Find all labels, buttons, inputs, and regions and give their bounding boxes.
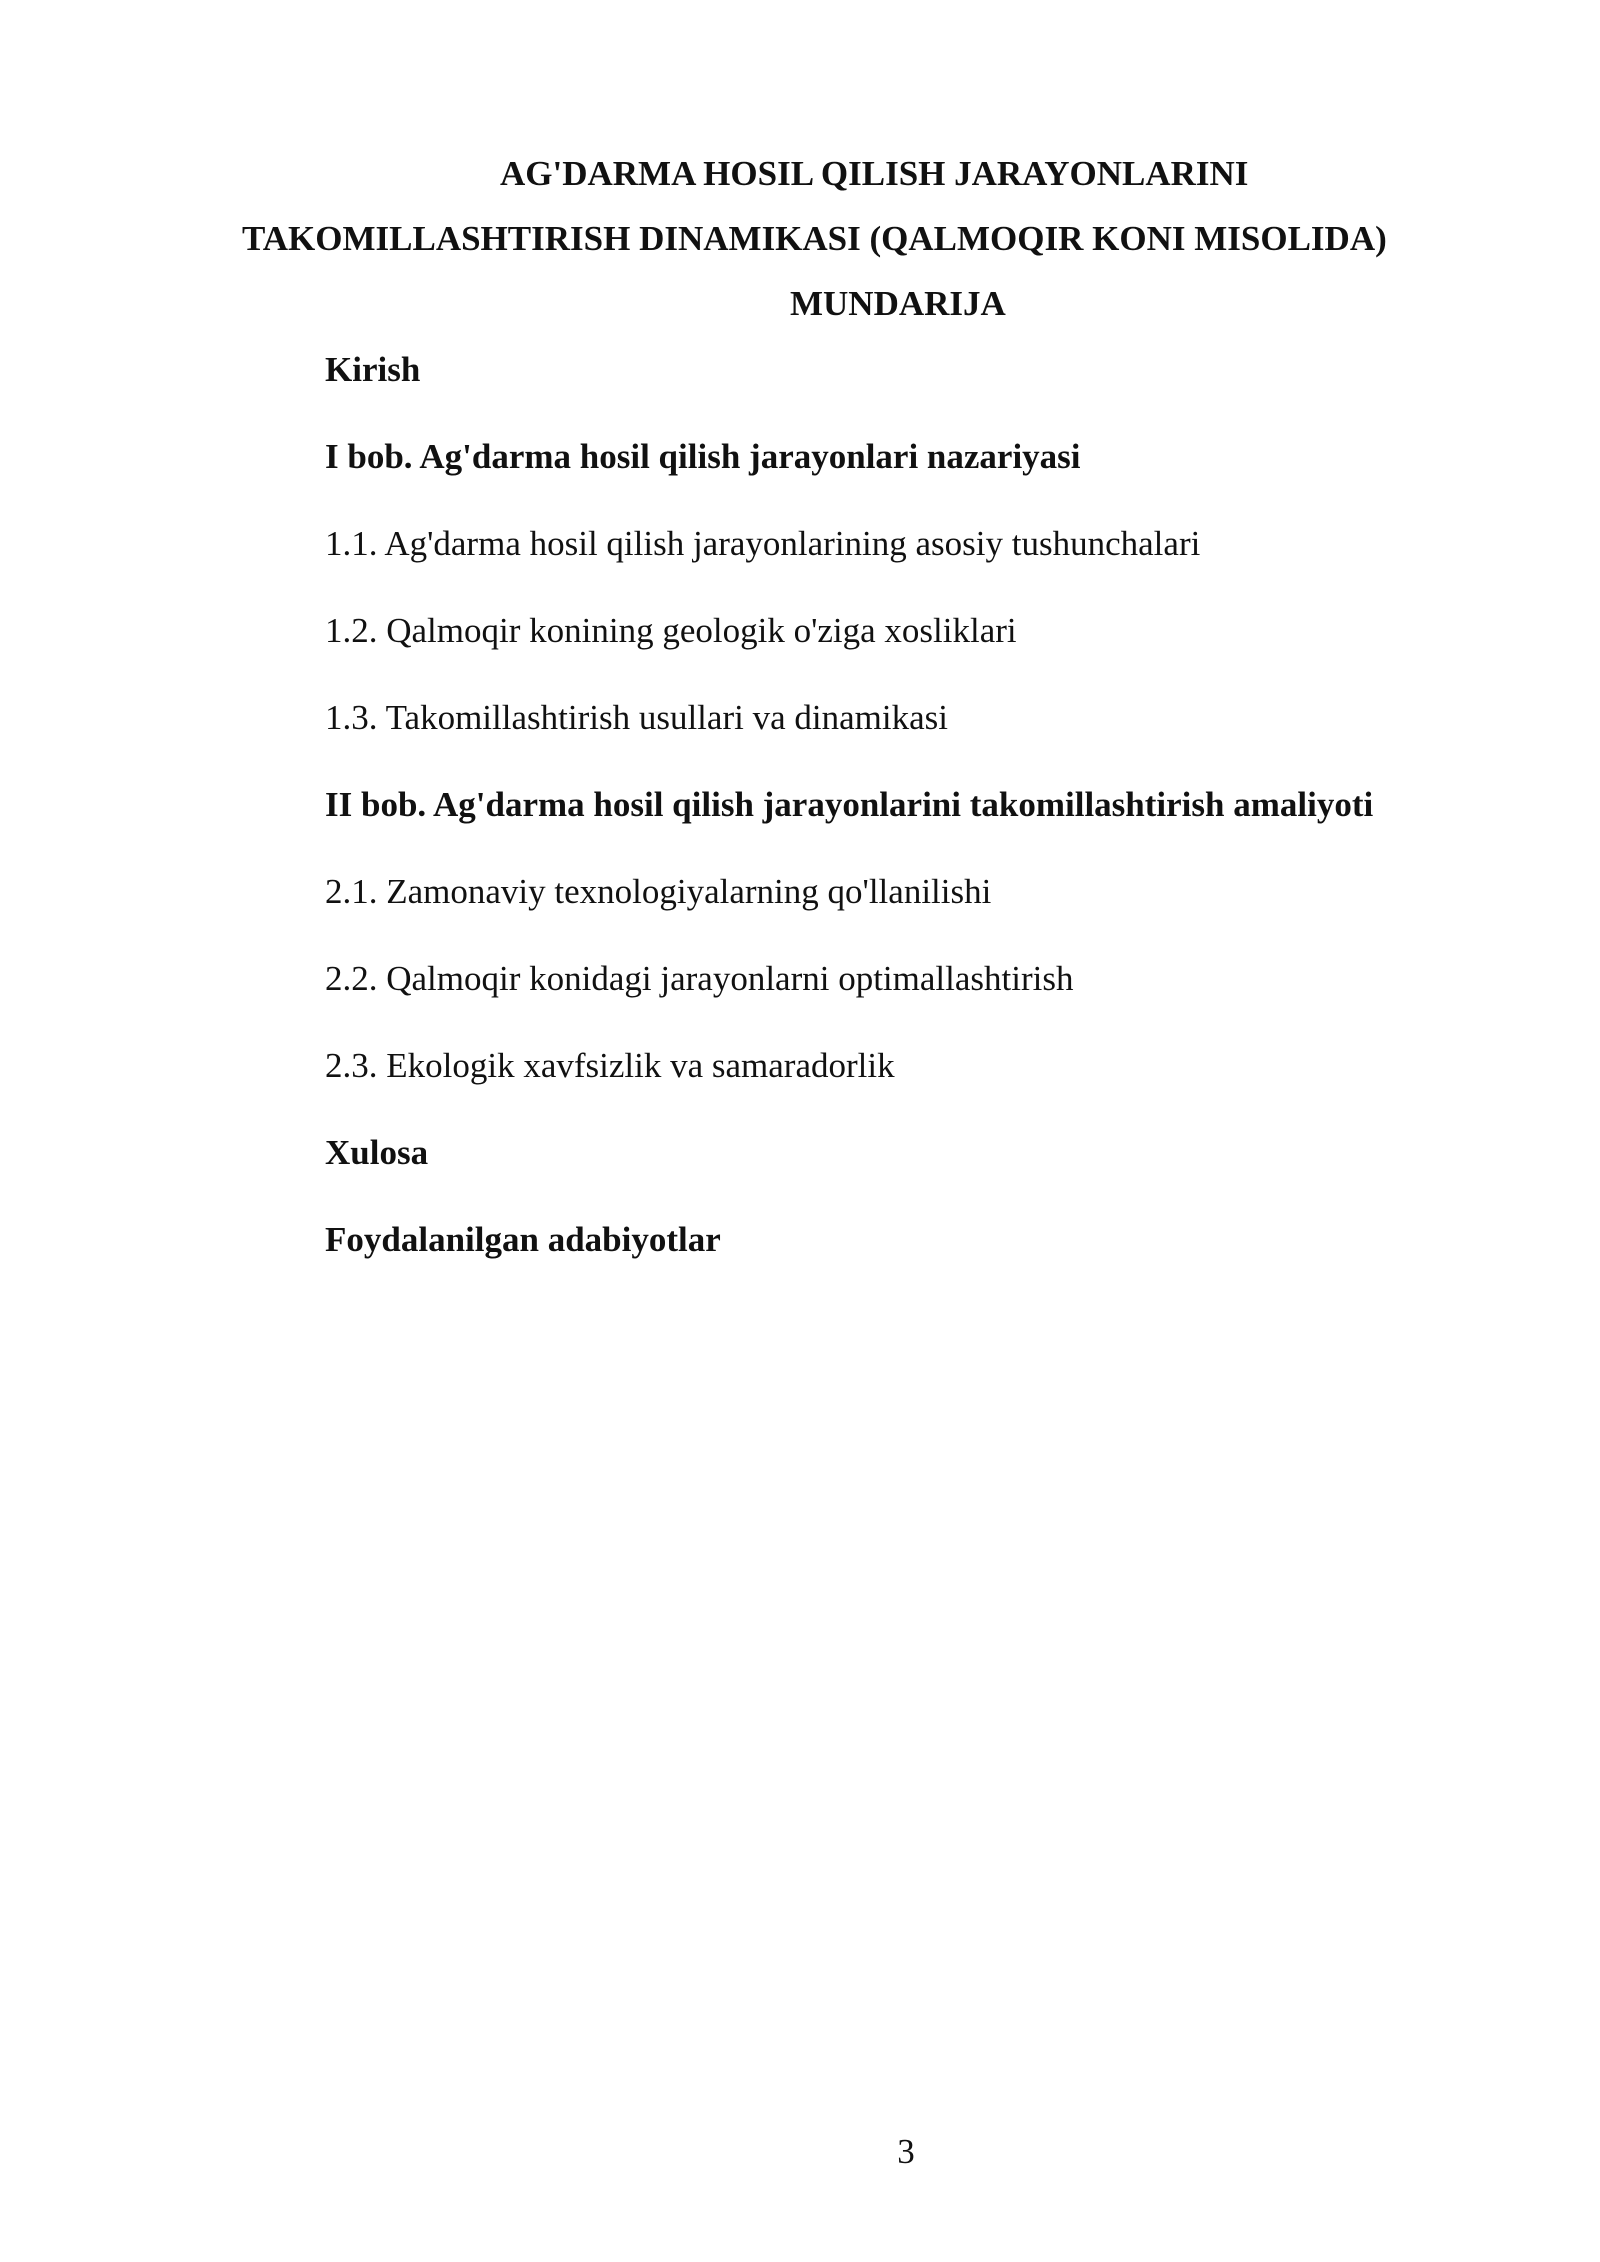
toc-item-chapter-1: I bob. Ag'darma hosil qilish jarayonlari nazariyasi [325, 437, 1081, 476]
toc-item-section-2-1: 2.1. Zamonaviy texnologiyalarning qo'llanilishi [325, 872, 992, 911]
toc-heading: MUNDARIJA [790, 284, 1006, 323]
toc-item-chapter-2: II bob. Ag'darma hosil qilish jarayonlarini takomillashtirish amaliyoti [325, 785, 1374, 824]
toc-item-section-2-3: 2.3. Ekologik xavfsizlik va samaradorlik [325, 1046, 895, 1085]
toc-item-xulosa: Xulosa [325, 1133, 429, 1172]
page-number: 3 [897, 2132, 915, 2171]
toc-item-section-1-3: 1.3. Takomillashtirish usullari va dinamikasi [325, 698, 948, 737]
document-title-line-2: TAKOMILLASHTIRISH DINAMIKASI (QALMOQIR KONI MISOLIDA) [242, 219, 1387, 258]
toc-item-references: Foydalanilgan adabiyotlar [325, 1220, 721, 1259]
title-line-1-text: AG'DARMA HOSIL QILISH JARAYONLARINI [500, 154, 1249, 193]
toc-item-kirish: Kirish [325, 350, 421, 389]
toc-item-section-2-2: 2.2. Qalmoqir konidagi jarayonlarni optimallashtirish [325, 959, 1074, 998]
toc-item-section-1-1: 1.1. Ag'darma hosil qilish jarayonlarining asosiy tushunchalari [325, 524, 1201, 563]
toc-item-section-1-2: 1.2. Qalmoqir konining geologik o'ziga xosliklari [325, 611, 1017, 650]
